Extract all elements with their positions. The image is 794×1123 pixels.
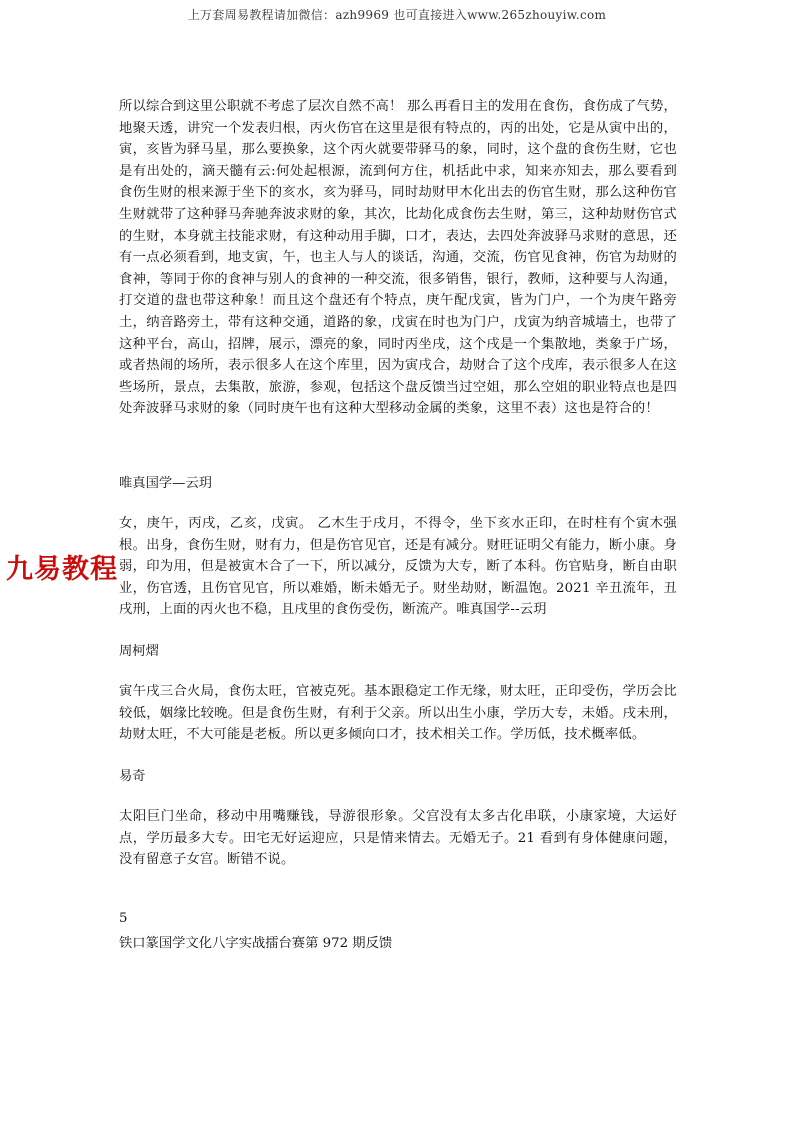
page-number: 5 <box>119 911 128 926</box>
body-paragraph-yunyue: 女，庚午，丙戌，乙亥，戊寅。 乙木生于戌月，不得令，坐下亥水正印，在时柱有个寅木强根。出身，食伤生财，财有力，但是伤官见官，还是有减分。财旺证明父有能力，断小康。身弱，印为用，但是被寅木合了一下，所以减分，反馈为大专，断了本科。伤官贴身，断自由职业，伤官透，且伤官见官，所以难婚，断未婚无子。财坐劫财，断温饱。2021 辛丑流年，丑戌刑，上面的丙火也不稳，且戌里的食伤受伤，断流产。唯真国学--云玥 <box>119 516 677 618</box>
footer-document-title: 铁口篆国学文化八字实战擂台赛第 972 期反馈 <box>119 936 393 951</box>
section-heading-yiqi: 易奇 <box>119 769 146 784</box>
watermark-logo: 九易教程 <box>6 554 118 585</box>
section-heading-yunyue: 唯真国学—云玥 <box>119 476 213 491</box>
section-heading-zhoukeyi: 周柯熠 <box>119 644 159 659</box>
body-paragraph-zhoukeyi: 寅午戌三合火局，食伤太旺，官被克死。基本跟稳定工作无缘，财太旺，正印受伤，学历会比较低，姻缘比较晚。但是食伤生财，有利于父亲。所以出生小康，学历大专，未婚。戌未刑，劫财太旺，不大可能是老板。所以更多倾向口才，技术相关工作。学历低，技术概率低。 <box>119 684 677 743</box>
page-header: 上万套周易教程请加微信：azh9969 也可直接进入www.265zhouyiw.com <box>187 8 607 22</box>
body-paragraph-yiqi: 太阳巨门坐命，移动中用嘴赚钱，导游很形象。父宫没有太多古化串联，小康家境，大运好点，学历最多大专。田宅无好运迎应，只是情来情去。无婚无子。21 看到有身体健康问题，没有留意子女宫。断错不说。 <box>119 809 677 868</box>
body-paragraph-analysis: 所以综合到这里公职就不考虑了层次自然不高！ 那么再看日主的发用在食伤，食伤成了气势，地聚天透，讲究一个发表归根，丙火伤官在这里是很有特点的，丙的出处，它是从寅中出的，寅，亥皆为驿马星，那么要换象，这个丙火就要带驿马的象，同时，这个盘的食伤生财，它也是有出处的，滴天髓有云:何处起根源，流到何方住，机括此中求，知来亦知去，那么要看到食伤生财的根来源于坐下的亥水，亥为驿马，同时劫财甲木化出去的伤官生财，那么这种伤官生财就带了这种驿马奔驰奔波求财的象，其次，比劫化成食伤去生财，第三，这种劫财伤官式的生财，本身就主技能求财，有这种动用手脚，口才，表达，去四处奔波驿马求财的意思，还有一点必须看到，地支寅，午，也主人与人的谈话，沟通，交流，伤官见食神，伤官为劫财的食神，等同于你的食神与别人的食神的一种交流，很多销售，银行，教师，这种要与人沟通，打交道的盘也带这种象！而且这个盘还有个特点，庚午配戊寅，皆为门户，一个为庚午路旁土，纳音路旁土，带有这种交通，道路的象，戊寅在时也为门户，戊寅为纳音城墙土，也带了这种平台，高山，招牌，展示，漂亮的象，同时丙坐戌，这个戌是一个集散地，类象于广场，或者热闹的场所，表示很多人在这个库里，因为寅戌合，劫财合了这个戌库，表示很多人在这些场所，景点，去集散，旅游，参观，包括这个盘反馈当过空姐，那么空姐的职业特点也是四处奔波驿马求财的象（同时庚午也有这种大型移动金属的类象，这里不表）这也是符合的！ <box>119 99 677 417</box>
